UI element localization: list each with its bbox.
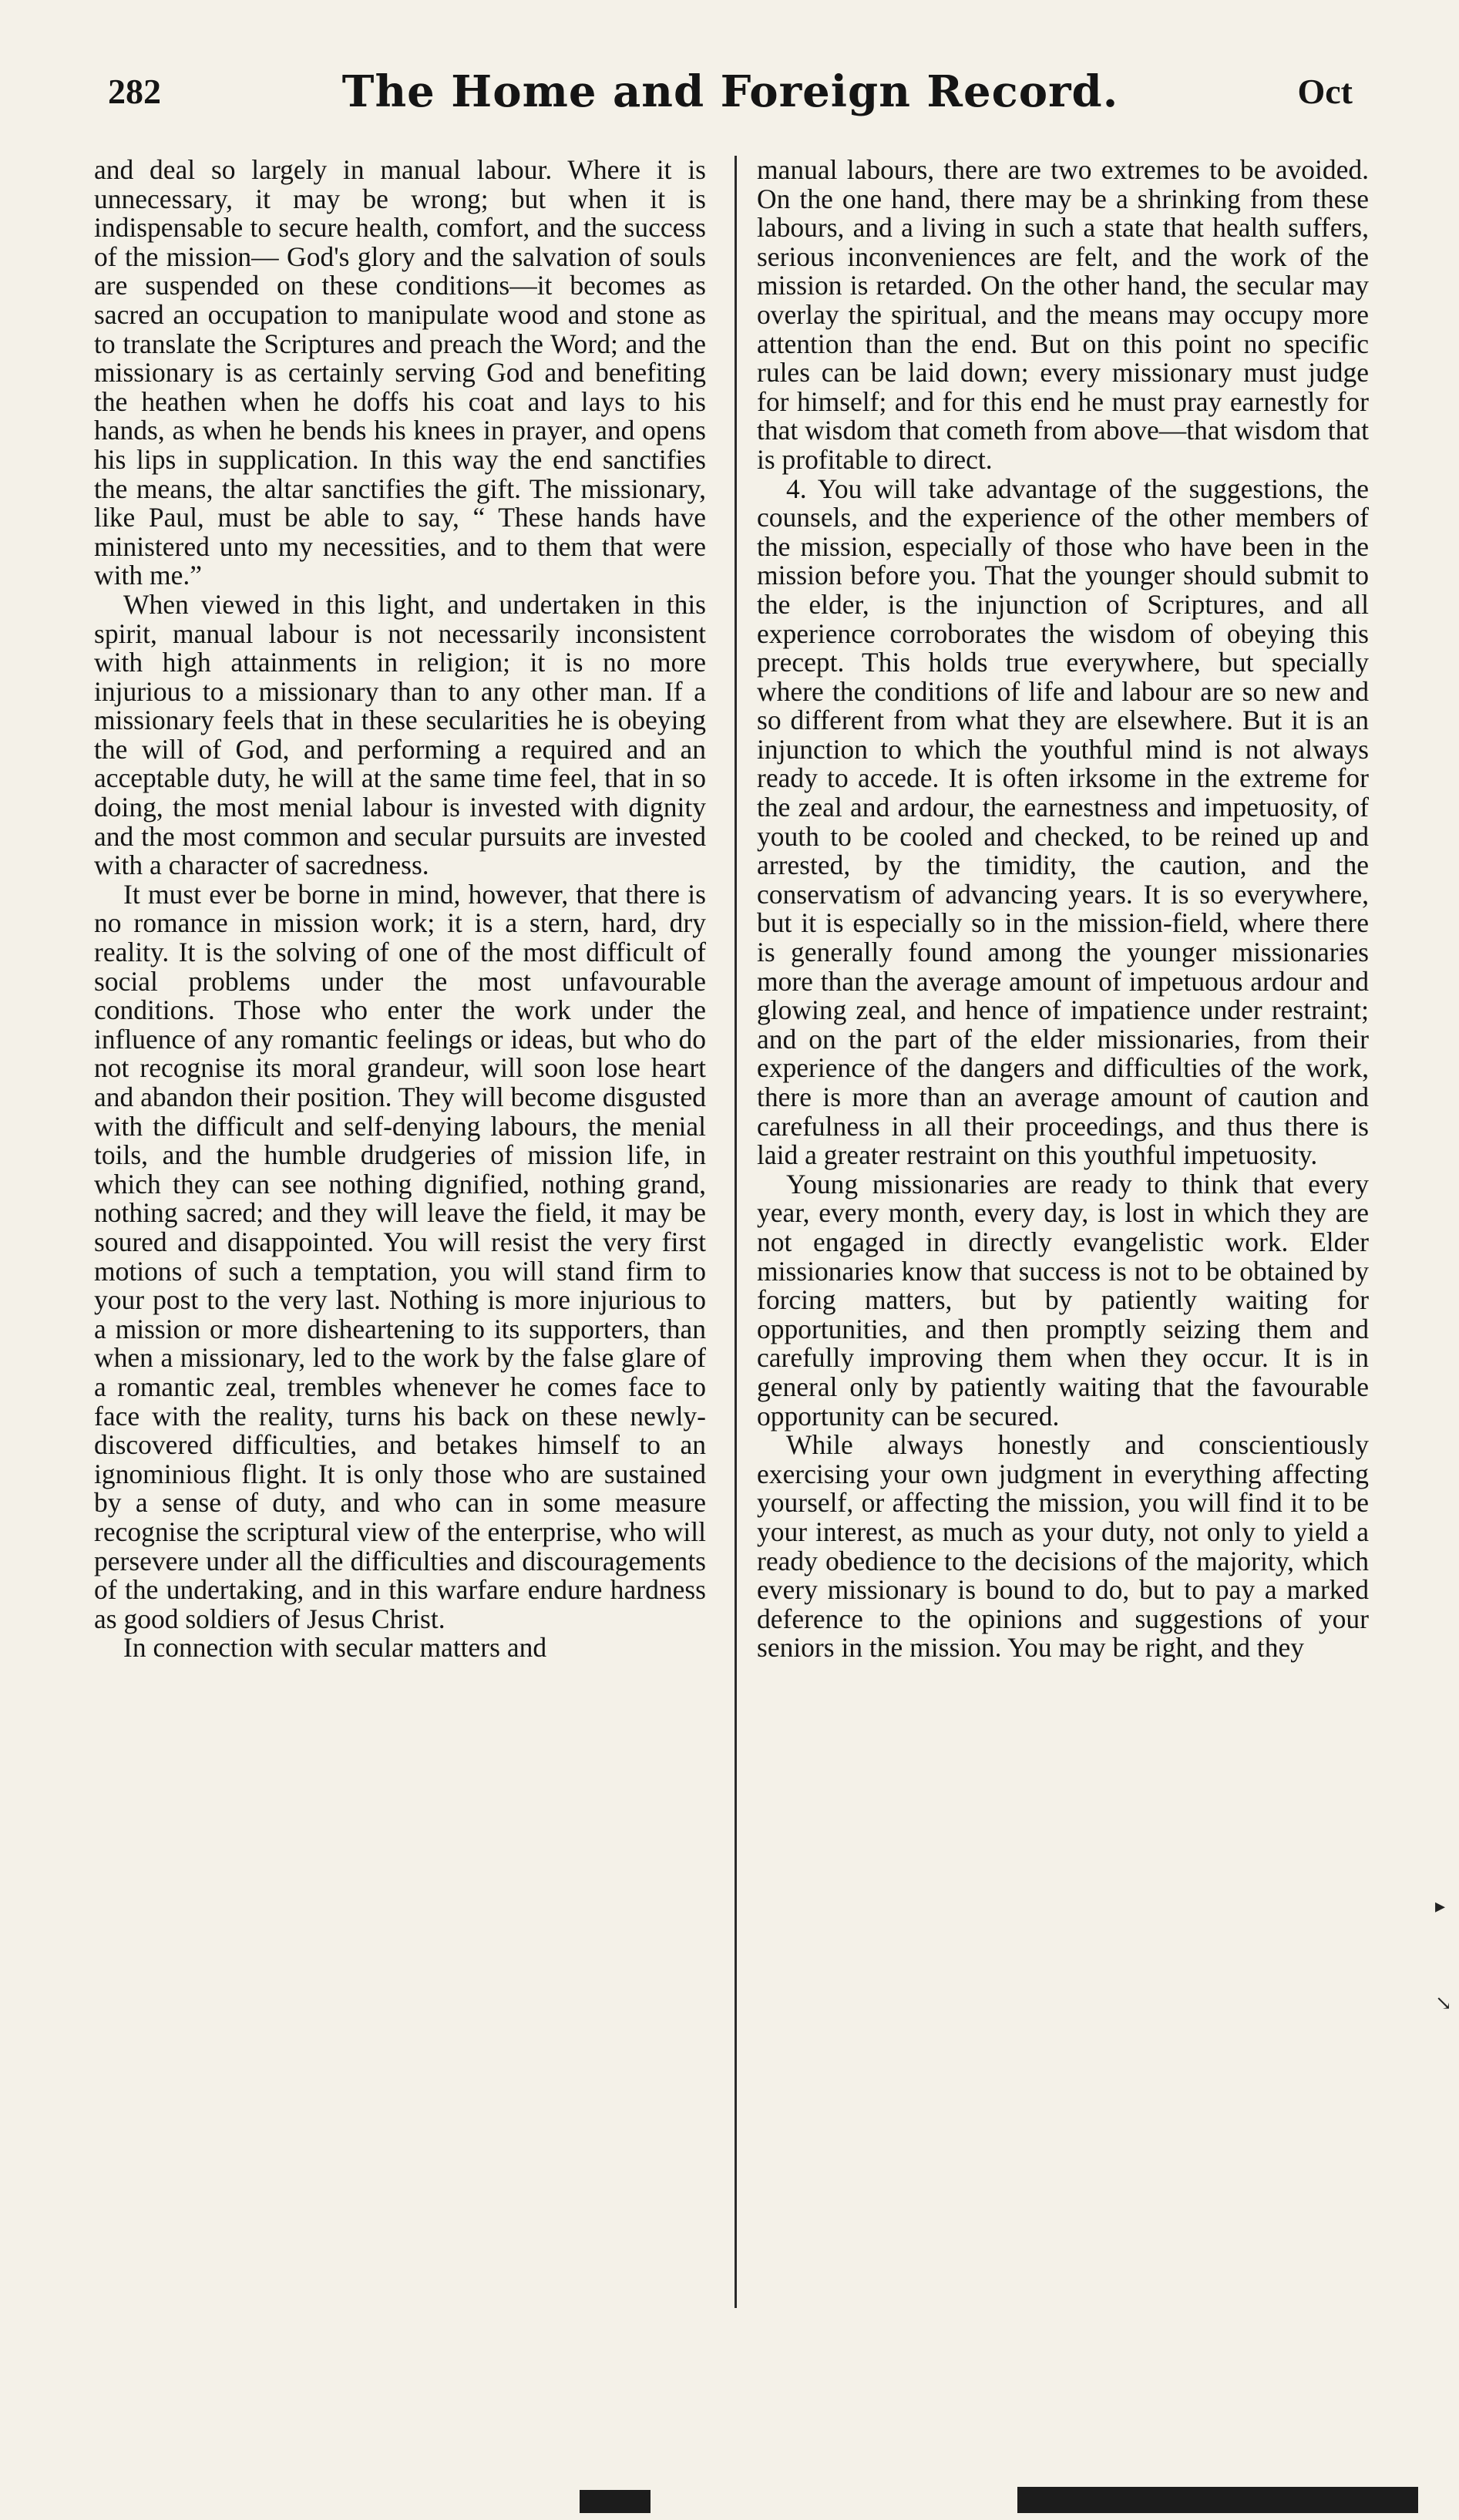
right-column	[757, 156, 1369, 2314]
margin-mark: ▸	[1435, 1895, 1446, 1917]
paragraph: 4. You will take advantage of the suggestions, the counsels, and the experience of the other members of the mission, especially of those who have been in the mission before you. That the younger should submit to the elder, is the injunction of Scriptures, and all experience corroborates the wisdom of obeying this precept. This holds true everywhere, but specially where the conditions of life and labour are so new and so different from what they are elsewhere. But it is an injunction to which the youthful mind is not always ready to accede. It is often irksome in the extreme for the zeal and ardour, the earnestness and impetuosity, of youth to be cooled and checked, to be reined up and arrested, by the timidity, the caution, and the conservatism of advancing years. It is so everywhere, but it is especially so in the mission-field, where there is generally found among the younger missionaries more than the average amount of impetuous ardour and glowing zeal, and hence of impatience under restraint; and on the part of the elder missionaries, from their experience of the dangers and difficulties of the work, there is more than an average amount of caution and carefulness in all their proceedings, and thus there is laid a greater restraint on this youthful impetuosity.	[757, 473, 1369, 1171]
paragraph: Young missionaries are ready to think that every year, every month, every day, is lost in which they are not engaged in directly evangelistic work. Elder missionaries know that success is not to be obtained by forcing matters, but by patiently waiting for opportunities, and then promptly seizing them and carefully improving them when they occur. It is in general only by patiently waiting that the favourable opportunity can be secured.	[757, 1168, 1369, 1432]
footer-ornament	[1017, 2487, 1418, 2513]
left-column	[94, 156, 706, 2314]
paragraph: and deal so largely in manual labour. Where it is unnecessary, it may be wrong; but when it is indispensable to secure health, comfort, and the success of the mission— God's glory and the salvation of souls are suspended on these conditions—it becomes as sacred an occupation to manipulate wood and stone as to translate the Scriptures and preach the Word; and the missionary is as certainly serving God and benefiting the heathen when he doffs his coat and lays to his hands, as when he bends his knees in prayer, and opens his lips in supplication. In this way the end sanctifies the means, the altar sanctifies the gift. The missionary, like Paul, must be able to say, “ These hands have ministered unto my necessities, and to them that were with me.”	[94, 156, 706, 591]
paragraph: When viewed in this light, and undertaken in this spirit, manual labour is not necessarily inconsistent with high attainments in religion; it is no more injurious to a missionary than to any other man. If a missionary feels that in these secularities he is obeying the will of God, and performing a required and an acceptable duty, he will at the same time feel, that in so doing, the most menial labour is invested with dignity and the most common and secular pursuits are invested with a character of sacredness.	[94, 588, 706, 881]
column-divider	[735, 156, 737, 2308]
paragraph: manual labours, there are two extremes to be avoided. On the one hand, there may be a shrinking from these labours, and a living in such a state that health suffers, serious inconveniences are felt, and the work of the mission is retarded. On the other hand, the secular may overlay the spiritual, and the means may occupy more attention than the end. But on this point no specific rules can be laid down; every missionary must judge for himself; and for this end he must pray earnestly for that wisdom that cometh from above—that wisdom that is profitable to direct.	[757, 156, 1369, 475]
paragraph: In connection with secular matters and	[123, 1632, 547, 1664]
footer-ornament	[580, 2490, 650, 2513]
running-title: The Home and Foreign Record.	[341, 66, 1119, 117]
margin-mark: ↘	[1435, 1992, 1452, 2014]
page-number: 282	[108, 72, 161, 111]
month-label: Oct	[1297, 72, 1353, 111]
paragraph: While always honestly and conscientiously exercising your own judgment in everything affecting yourself, or affecting the mission, you will find it to be your interest, as much as your duty, not only to yield a ready obedience to the decisions of the majority, which every missionary is bound to do, but to pay a marked deference to the opinions and suggestions of your seniors in the mission. You may be right, and they	[757, 1429, 1369, 1664]
paragraph: It must ever be borne in mind, however, that there is no romance in mission work; it is a stern, hard, dry reality. It is the solving of one of the most difficult of social problems under the most unfavourable conditions. Those who enter the work under the influence of any romantic feelings or ideas, but who do not recognise its moral grandeur, will soon lose heart and abandon their position. They will become disgusted with the difficult and self-denying labours, the menial toils, and the humble drudgeries of mission life, in which they can see nothing dignified, nothing grand, nothing sacred; and they will leave the field, it may be soured and disappointed. You will resist the very first motions of such a temptation, you will stand firm to your post to the very last. Nothing is more injurious to a mission or more disheartening to its supporters, than when a missionary, led to the work by the false glare of a romantic zeal, trembles whenever he comes face to face with the reality, turns his back on these newly-discovered difficulties, and betakes himself to an ignominious flight. It is only those who are sustained by a sense of duty, and who can in some measure recognise the scriptural view of the enterprise, who will persevere under all the difficulties and discouragements of the undertaking, and in this warfare endure hardness as good soldiers of Jesus Christ.	[94, 878, 706, 1634]
page-header	[108, 66, 1353, 125]
